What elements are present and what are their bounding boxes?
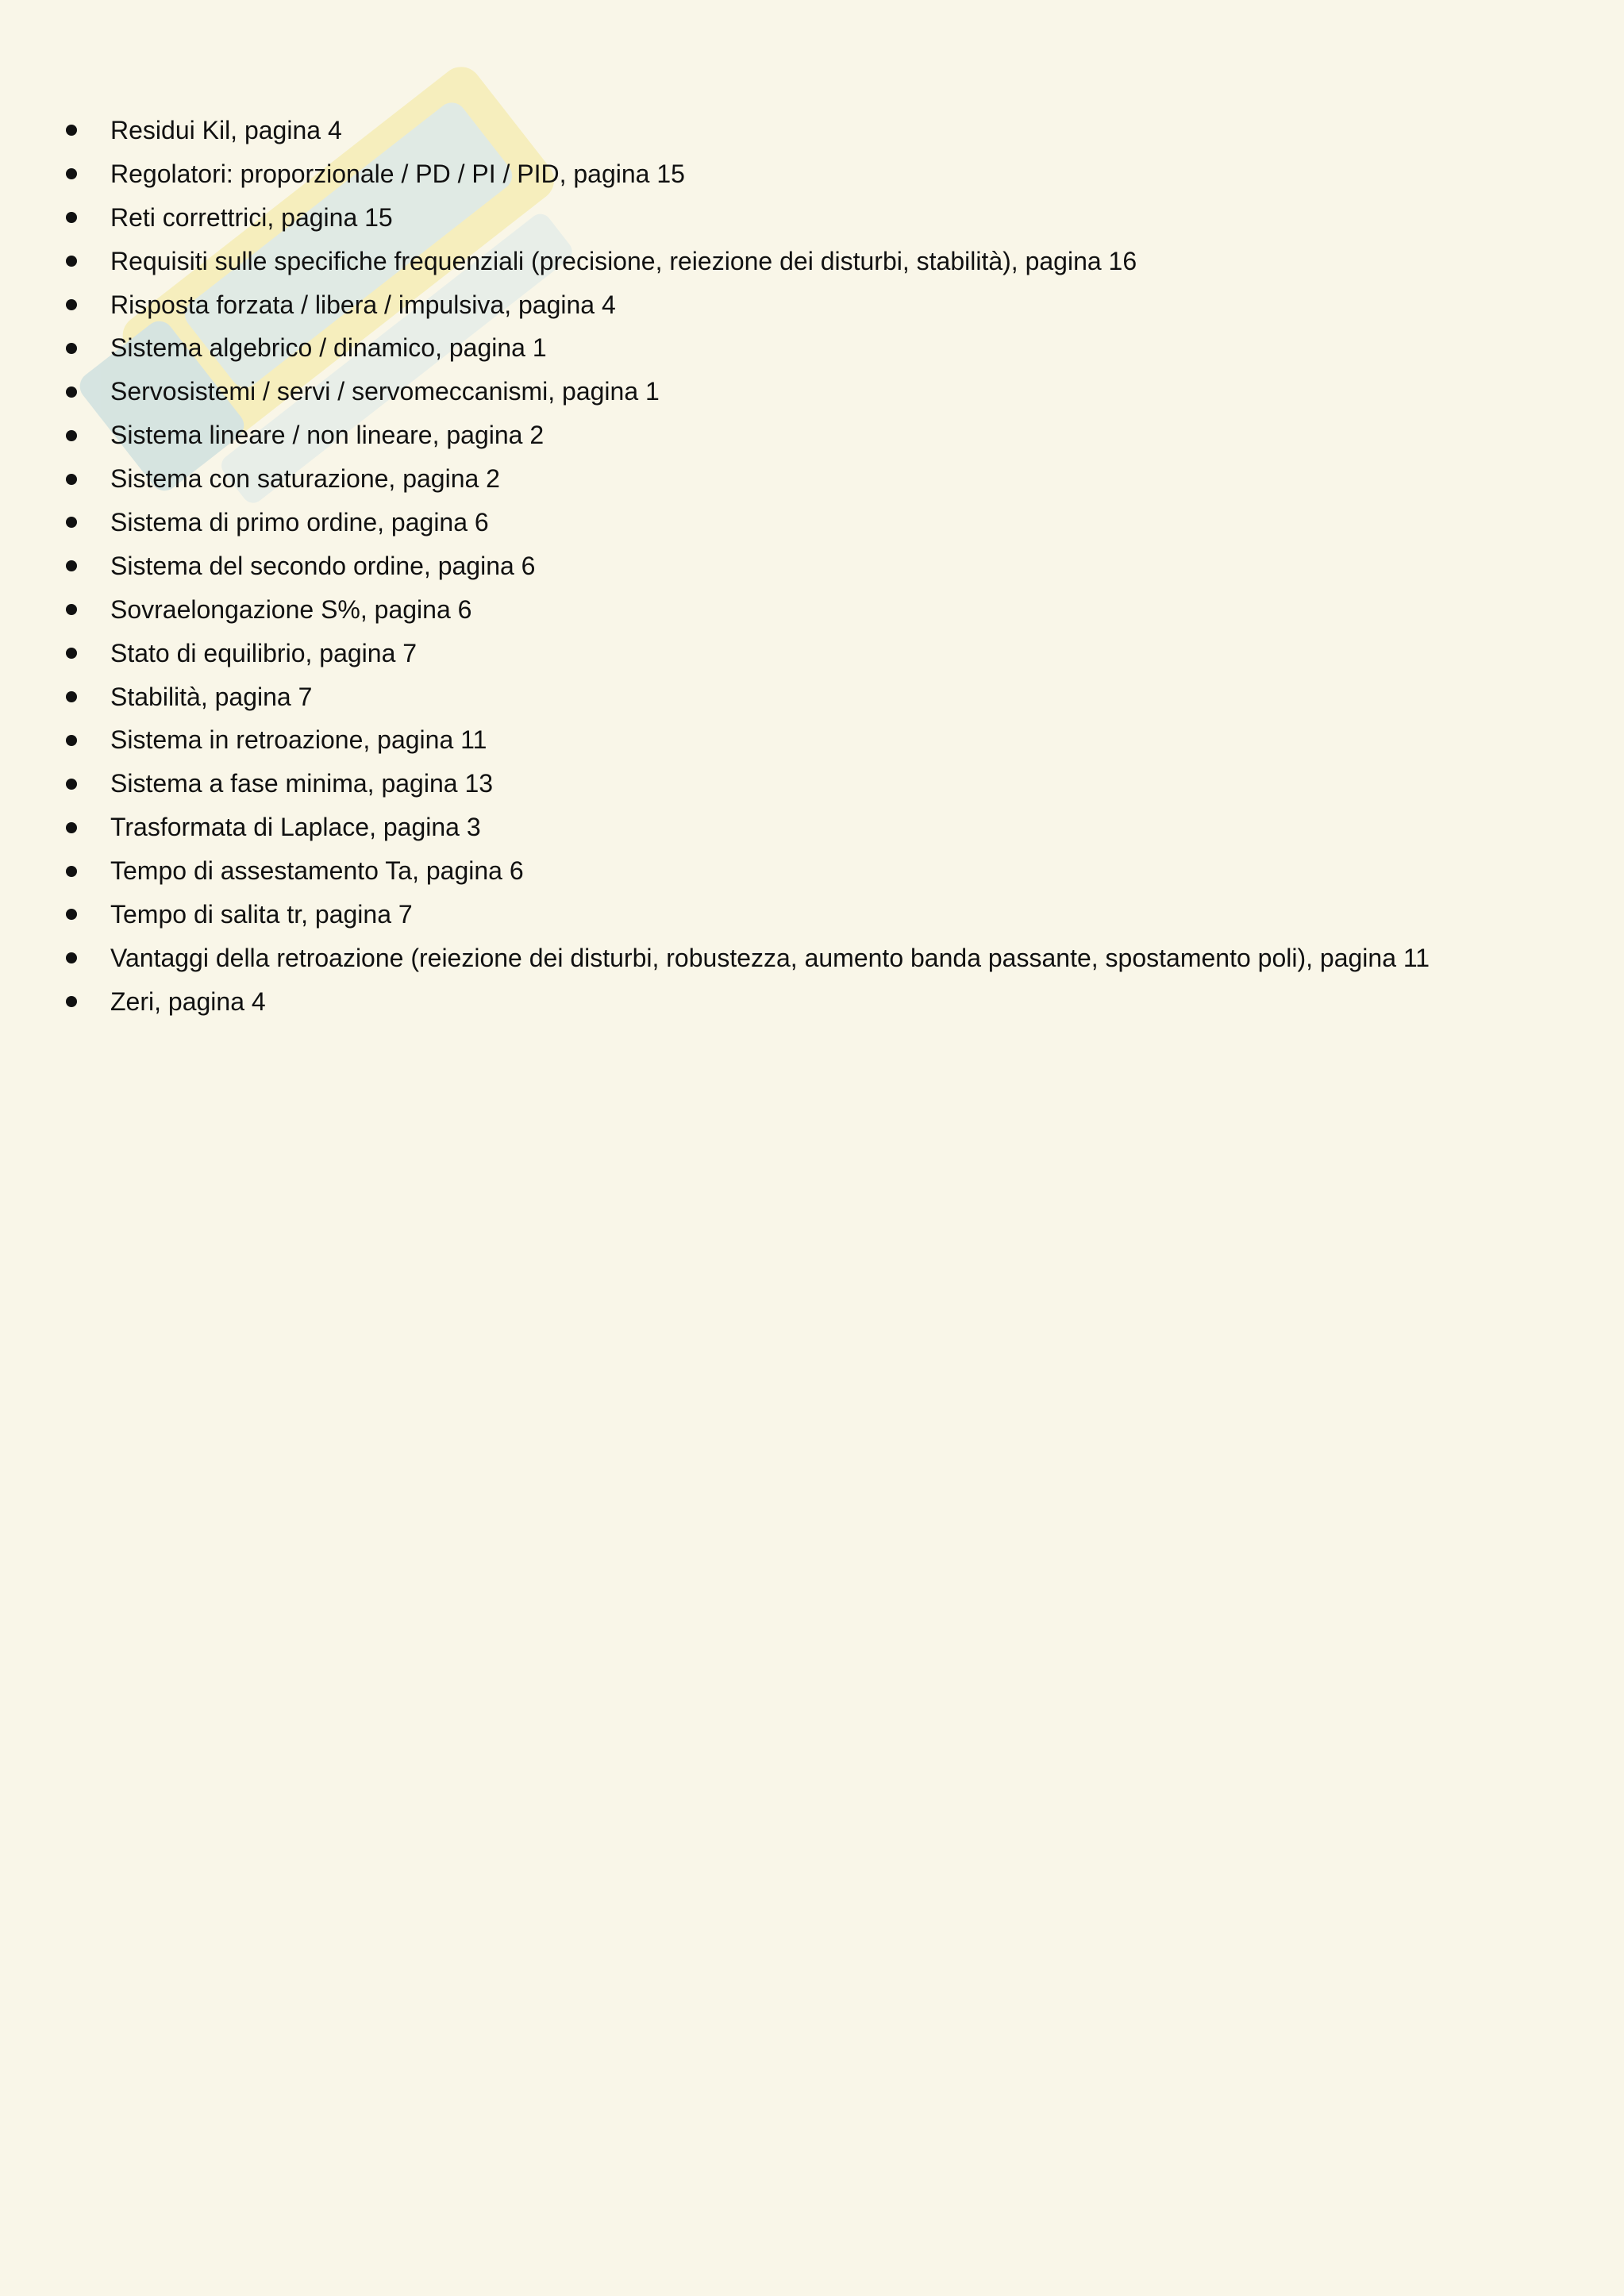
list-item-text: Sistema a fase minima, pagina 13 — [110, 769, 494, 798]
list-item-text: Tempo di assestamento Ta, pagina 6 — [110, 856, 524, 886]
list-item-text: Sistema algebrico / dinamico, pagina 1 — [110, 333, 547, 363]
bullet-icon — [66, 212, 77, 223]
bullet-icon — [66, 822, 77, 833]
bullet-icon — [66, 952, 77, 963]
list-item-text: Trasformata di Laplace, pagina 3 — [110, 813, 481, 842]
bullet-icon — [66, 387, 77, 398]
bullet-icon — [66, 560, 77, 571]
list-item-text: Sistema in retroazione, pagina 11 — [110, 725, 487, 755]
list-item-text: Regolatori: proporzionale / PD / PI / PID, pagina 15 — [110, 159, 685, 188]
bullet-icon — [66, 343, 77, 354]
list-item-text: Sovraelongazione S%, pagina 6 — [110, 594, 472, 624]
bullet-icon — [66, 909, 77, 920]
list-item-text: Stato di equilibrio, pagina 7 — [110, 638, 418, 667]
bullet-icon — [66, 604, 77, 615]
bullet-icon — [66, 735, 77, 746]
bullet-icon — [66, 125, 77, 136]
list-item-text: Residui Kil, pagina 4 — [110, 116, 342, 144]
list-item-text: Zeri, pagina 4 — [110, 986, 266, 1016]
list-item-text: Stabilità, pagina 7 — [110, 682, 313, 711]
list-item-text: Sistema del secondo ordine, pagina 6 — [110, 551, 536, 580]
list-item-text: Servosistemi / servi / servomeccanismi, pagina 1 — [110, 377, 660, 406]
bullet-icon — [66, 474, 77, 485]
bullet-icon — [66, 517, 77, 528]
list-item-text: Sistema con saturazione, pagina 2 — [110, 464, 500, 494]
bullet-icon — [66, 299, 77, 310]
list-item-text: Sistema lineare / non lineare, pagina 2 — [110, 421, 545, 450]
list-item-text: Tempo di salita tr, pagina 7 — [110, 900, 413, 929]
list-item-text: Reti correttrici, pagina 15 — [110, 202, 393, 232]
list-item-text: Vantaggi della retroazione (reiezione dei disturbi, robustezza, aumento banda passante, spostamento poli), pagina 11 — [110, 943, 1430, 972]
bullet-icon — [66, 648, 77, 659]
bullet-icon — [66, 996, 77, 1007]
list-item-text: Sistema di primo ordine, pagina 6 — [110, 508, 489, 537]
bullet-icon — [66, 168, 77, 179]
bullet-icon — [66, 866, 77, 877]
list-item-text: Risposta forzata / libera / impulsiva, pagina 4 — [110, 290, 616, 319]
bullet-icon — [66, 256, 77, 267]
bullet-icon — [66, 430, 77, 441]
bullet-icon — [66, 779, 77, 790]
list-item-text: Requisiti sulle specifiche frequenziali (precisione, reiezione dei disturbi, stabilità), pagina 16 — [110, 246, 1137, 275]
bullet-icon — [66, 691, 77, 702]
